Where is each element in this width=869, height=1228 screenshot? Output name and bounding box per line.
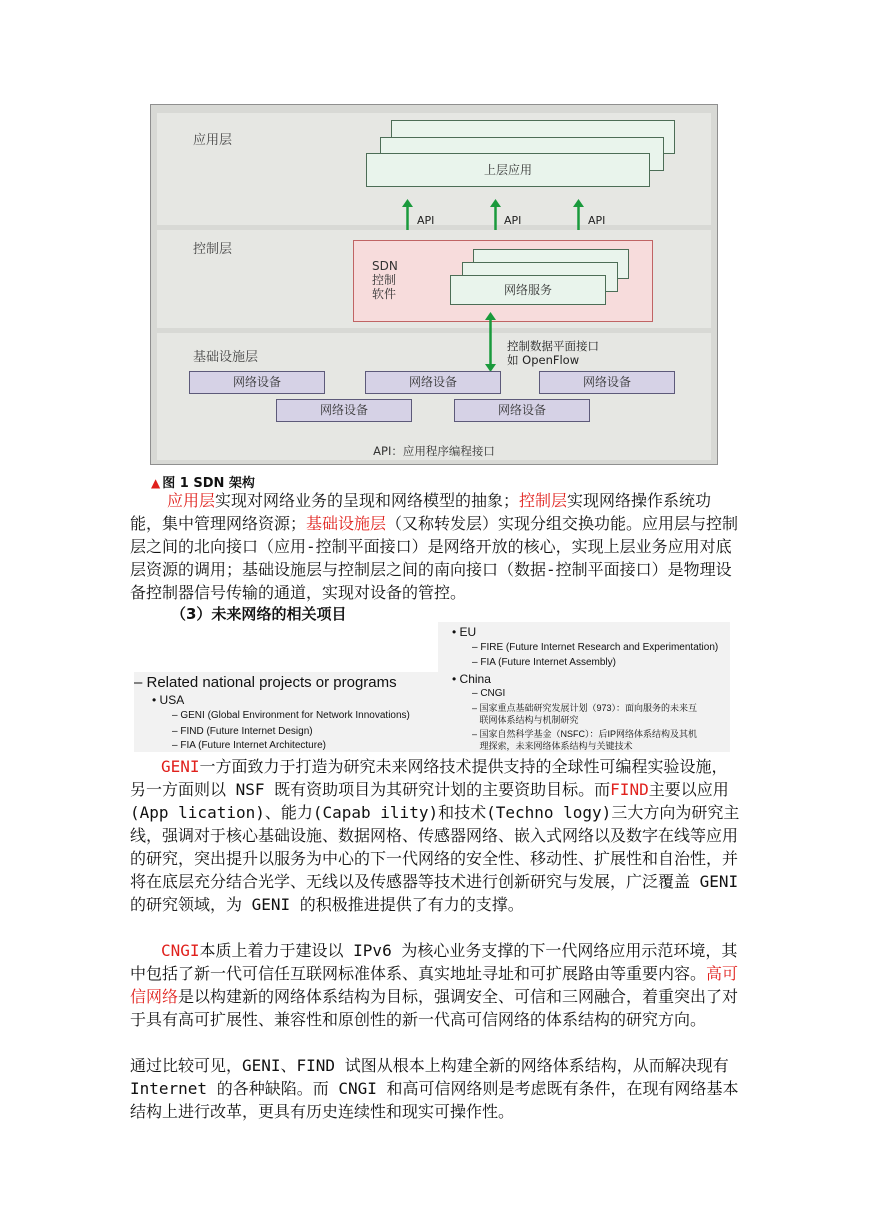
paragraph-sdn-layers: [130, 489, 742, 604]
network-service-label: 网络服务: [503, 283, 552, 297]
api-label-2: API: [504, 214, 522, 227]
projects-title: – Related national projects or programs: [134, 674, 397, 691]
eu-label: • EU: [452, 625, 477, 639]
section-heading: （3）未来网络的相关项目: [171, 605, 347, 623]
para3-text-1: 本质上着力于建设以 IPv6 为核心业务支撑的下一代网络应用示范环境，其中包括了新一代可信任互联网标准体系、真实地址寻址和可扩展路由等重要内容。: [130, 941, 738, 983]
network-device-4: 网络设备: [276, 399, 412, 422]
eu-item-fia: – FIA (Future Internet Assembly): [472, 657, 616, 668]
sdn-controller-box: [353, 240, 653, 322]
upper-app-label: 上层应用: [483, 163, 532, 177]
paragraph-comparison: 通过比较可见，GENI、FIND 试图从根本上构建全新的网络体系结构，从而解决现有 Internet 的各种缺陷。而 CNGI 和高可信网络则是考虑既有条件，在现有网络基本结构上进行改革，更具有历史连续性和现实可操作性。: [130, 1056, 739, 1121]
cngi-term: CNGI: [161, 941, 200, 960]
usa-item-fia: – FIA (Future Internet Architecture): [172, 740, 326, 751]
china-item-973: – 国家重点基础研究发展计划（973）：面向服务的未来互 联网体系结构与机制研究: [472, 703, 698, 725]
china-label: • China: [452, 672, 491, 686]
infrastructure-layer-label: 基础设施层: [193, 350, 259, 365]
paragraph-geni-find: [130, 755, 742, 916]
upper-app-box-front: [366, 153, 650, 187]
geni-term: GENI: [161, 757, 200, 776]
para2-text-1: 一方面致力于打造为研究未来网络技术提供支持的全球性可编程实验设施，另一方面则以 NSF 既有资助项目为其研究计划的主要资助目标。而: [130, 757, 728, 799]
network-device-3: 网络设备: [539, 371, 675, 394]
network-device-2: 网络设备: [365, 371, 501, 394]
high-trust-network-term: 高可信网络: [130, 964, 739, 1006]
eu-item-fire: – FIRE (Future Internet Research and Experimentation): [472, 642, 719, 653]
api-label-1: API: [417, 214, 435, 227]
triangle-icon: ▲: [151, 476, 161, 490]
control-layer-label: 控制层: [193, 242, 233, 257]
network-service-box-front: [450, 275, 606, 305]
openflow-arrow: [483, 312, 498, 372]
para1-text-3: （又称转发层）实现分组交换功能。应用层与控制层之间的北向接口（应用-控制平面接口）是网络开放的核心，实现上层业务应用对底层资源的调用；基础设施层与控制层之间的南向接口（数据-控制平面接口）是物理设备控制器信号传输的通道，实现对设备的管控。: [130, 514, 739, 602]
para1-text-1: 实现对网络业务的呈现和网络模型的抽象；: [215, 491, 520, 510]
api-label-3: API: [588, 214, 606, 227]
paragraph-cngi: [130, 939, 742, 1031]
usa-label: • USA: [152, 693, 185, 707]
para1-text-2: 实现网络操作系统功能，集中管理网络资源；: [130, 491, 712, 533]
application-layer-label: 应用层: [193, 133, 233, 148]
network-device-1: 网络设备: [189, 371, 325, 394]
infrastructure-layer: [157, 333, 711, 460]
control-data-plane-interface-label: 控制数据平面接口 如 OpenFlow: [507, 339, 599, 367]
para2-text-2: 主要以应用(App lication)、能力(Capab ility)和技术(Techno logy)三大方向为研究主线，强调对于核心基础设施、数据网格、传感器网络、嵌入式网络以及数字在线等应用的研究，突出提升以服务为中心的下一代网络的安全性、移动性、扩展性和自治性，并将在底层充分结合光学、无线以及传感器等技术进行创新研究与发展，广泛覆盖 GENI 的研究领域，为 GENI 的积极推进提供了有力的支撑。: [130, 780, 740, 914]
usa-item-geni: – GENI (Global Environment for Network Innovations): [172, 710, 410, 721]
china-item-cngi: – CNGI: [472, 688, 506, 699]
control-layer-term: 控制层: [519, 491, 568, 510]
app-layer-term: 应用层: [167, 491, 216, 510]
figure-caption-text: 图 1 SDN 架构: [162, 476, 255, 491]
application-layer: [157, 113, 711, 225]
find-term: FIND: [610, 780, 649, 799]
china-item-nsfc: – 国家自然科学基金（NSFC）：后IP网络体系结构及其机 理探索，未来网络体系结构与关键技术: [472, 729, 698, 751]
related-projects-figure: [134, 622, 730, 752]
sdn-software-label: SDN 控制 软件: [372, 259, 398, 301]
para3-text-2: 是以构建新的网络体系结构为目标，强调安全、可信和三网融合，着重突出了对于具有高可扩展性、兼容性和原创性的新一代高可信网络的体系结构的研究方向。: [130, 987, 739, 1029]
network-device-5: 网络设备: [454, 399, 590, 422]
api-definition-label: API：应用程序编程接口: [373, 444, 495, 458]
infrastructure-layer-term: 基础设施层: [306, 514, 387, 533]
usa-item-find: – FIND (Future Internet Design): [172, 726, 313, 737]
sdn-architecture-figure: [150, 104, 718, 465]
